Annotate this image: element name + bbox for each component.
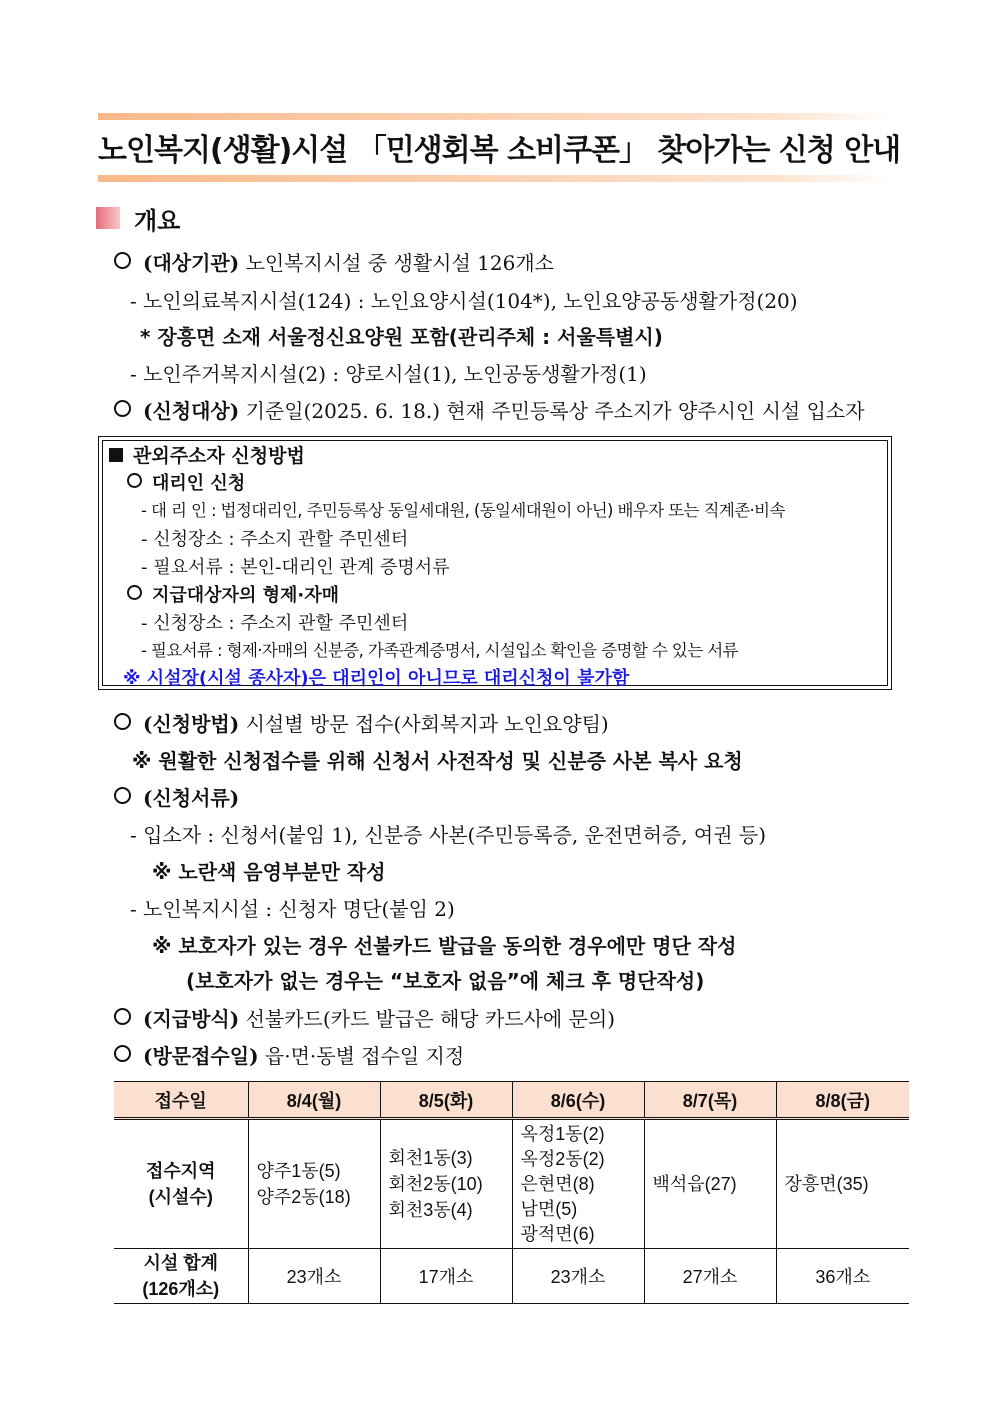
total-cell: 27개소 bbox=[644, 1249, 776, 1304]
sibling-title bbox=[127, 581, 339, 607]
circle-bullet-icon bbox=[114, 400, 131, 417]
docs-sub-2: - 노인복지시설 : 신청자 명단(붙임 2) bbox=[130, 897, 455, 921]
table-header-cell: 8/6(수) bbox=[512, 1082, 644, 1119]
circle-bullet-icon bbox=[114, 252, 131, 269]
target-app-line bbox=[114, 395, 865, 424]
area-item: 옥정2동(2) bbox=[520, 1148, 605, 1169]
area-cell bbox=[776, 1119, 909, 1249]
total-cell: 36개소 bbox=[776, 1249, 909, 1304]
row-label-line: 시설 합계 bbox=[143, 1253, 219, 1273]
table-row bbox=[114, 1119, 909, 1249]
sibling-line-1: - 신청장소 : 주소지 관할 주민센터 bbox=[141, 613, 409, 634]
proxy-title-text: 대리인 신청 bbox=[152, 473, 246, 494]
schedule-table bbox=[114, 1081, 909, 1304]
area-item: 양주1동(5) bbox=[256, 1161, 341, 1181]
circle-bullet-icon bbox=[114, 1045, 131, 1062]
page-title: 노인복지(생활)시설 「민생회복 소비쿠폰」 찾아가는 신청 안내 bbox=[98, 133, 901, 168]
area-item: 회천3동(4) bbox=[388, 1200, 473, 1220]
area-cell bbox=[380, 1119, 512, 1249]
total-cell: 23개소 bbox=[248, 1249, 380, 1304]
row-label-total bbox=[114, 1249, 248, 1304]
area-cell bbox=[248, 1119, 380, 1249]
circle-bullet-icon bbox=[114, 713, 131, 730]
docs-sub-1-note: ※ 노란색 음영부분만 작성 bbox=[152, 860, 386, 884]
docs-sub-2-note-1: ※ 보호자가 있는 경우 선불카드 발급을 동의한 경우에만 명단 작성 bbox=[152, 934, 737, 958]
area-item: 광적면(6) bbox=[520, 1223, 595, 1244]
docs-line bbox=[114, 782, 239, 811]
proxy-title bbox=[127, 469, 245, 495]
total-cell: 23개소 bbox=[512, 1249, 644, 1304]
row-label-line: 접수지역 bbox=[145, 1161, 216, 1181]
sibling-line-2: - 필요서류 : 형제·자매의 신분증, 가족관계증명서, 시설입소 확인을 증명할 수 있는 서류 bbox=[141, 641, 738, 660]
title-bar-bottom bbox=[98, 175, 893, 182]
table-header-cell: 8/7(목) bbox=[644, 1082, 776, 1119]
warning-note: ※ 시설장(시설 종사자)은 대리인이 아니므로 대리신청이 불가함 bbox=[123, 668, 630, 689]
visit-label: (방문접수일) bbox=[143, 1044, 259, 1068]
pay-line bbox=[114, 1003, 615, 1032]
circle-bullet-icon bbox=[114, 1008, 131, 1025]
box-heading bbox=[109, 441, 305, 468]
table-header-cell: 접수일 bbox=[114, 1082, 248, 1119]
visit-line bbox=[114, 1040, 464, 1069]
pay-text: 선불카드(카드 발급은 해당 카드사에 문의) bbox=[245, 1007, 616, 1031]
pay-label: (지급방식) bbox=[143, 1007, 240, 1031]
circle-bullet-icon bbox=[127, 473, 142, 488]
area-item: 회천2동(10) bbox=[388, 1174, 483, 1194]
area-item: 옥정1동(2) bbox=[520, 1123, 605, 1144]
docs-sub-1: - 입소자 : 신청서(붙임 1), 신분증 사본(주민등록증, 운전면허증, 여권 등) bbox=[130, 823, 767, 847]
title-bar-top bbox=[98, 113, 893, 120]
sub-line-1: - 노인의료복지시설(124) : 노인요양시설(104*), 노인요양공동생활가정(20) bbox=[130, 289, 798, 313]
table-header-cell: 8/8(금) bbox=[776, 1082, 909, 1119]
title-banner bbox=[98, 113, 901, 182]
row-label-line: (시설수) bbox=[148, 1187, 213, 1207]
method-note: ※ 원활한 신청접수를 위해 신청서 사전작성 및 신분증 사본 복사 요청 bbox=[132, 749, 743, 773]
section-marker-icon bbox=[96, 207, 120, 229]
proxy-line-3: - 필요서류 : 본인-대리인 관계 증명서류 bbox=[141, 557, 450, 578]
section-title: 개요 bbox=[134, 207, 181, 235]
row-label-line: (126개소) bbox=[142, 1279, 220, 1299]
total-cell: 17개소 bbox=[380, 1249, 512, 1304]
area-item: 남면(5) bbox=[520, 1198, 578, 1219]
sibling-title-text: 지급대상자의 형제·자매 bbox=[152, 585, 339, 606]
table-header-cell: 8/4(월) bbox=[248, 1082, 380, 1119]
circle-bullet-icon bbox=[127, 585, 142, 600]
sub-line-2: - 노인주거복지시설(2) : 양로시설(1), 노인공동생활가정(1) bbox=[130, 362, 647, 386]
area-item: 백석읍(27) bbox=[652, 1174, 737, 1194]
proxy-line-1: - 대 리 인 : 법정대리인, 주민등록상 동일세대원, (동일세대원이 아닌) 배우자 또는 직계존·비속 bbox=[141, 501, 785, 520]
method-label: (신청방법) bbox=[143, 712, 240, 736]
target-org-line bbox=[114, 247, 554, 276]
circle-bullet-icon bbox=[114, 787, 131, 804]
out-of-area-box bbox=[98, 436, 892, 690]
box-heading-text: 관외주소자 신청방법 bbox=[133, 445, 305, 467]
row-label-area bbox=[114, 1119, 248, 1249]
sub-line-1-note: * 장흥면 소재 서울정신요양원 포함(관리주체 : 서울특별시) bbox=[140, 325, 663, 349]
area-item: 은현면(8) bbox=[520, 1173, 595, 1194]
target-org-label: (대상기관) bbox=[143, 251, 240, 275]
method-text: 시설별 방문 접수(사회복지과 노인요양팀) bbox=[245, 712, 609, 736]
method-line bbox=[114, 708, 609, 737]
docs-sub-2-note-2: (보호자가 없는 경우는 “보호자 없음”에 체크 후 명단작성) bbox=[186, 969, 705, 993]
area-cell bbox=[644, 1119, 776, 1249]
docs-label: (신청서류) bbox=[143, 786, 240, 810]
target-app-text: 기준일(2025. 6. 18.) 현재 주민등록상 주소지가 양주시인 시설 입소자 bbox=[245, 399, 865, 423]
target-app-label: (신청대상) bbox=[143, 399, 240, 423]
table-header-cell: 8/5(화) bbox=[380, 1082, 512, 1119]
table-header-row bbox=[114, 1082, 909, 1119]
area-item: 양주2동(18) bbox=[256, 1187, 351, 1207]
area-cell bbox=[512, 1119, 644, 1249]
proxy-line-2: - 신청장소 : 주소지 관할 주민센터 bbox=[141, 529, 409, 550]
target-org-text: 노인복지시설 중 생활시설 126개소 bbox=[245, 251, 554, 275]
table-row bbox=[114, 1249, 909, 1304]
area-item: 회천1동(3) bbox=[388, 1148, 473, 1168]
visit-text: 읍·면·동별 접수일 지정 bbox=[264, 1044, 465, 1068]
square-bullet-icon bbox=[109, 448, 123, 462]
area-item: 장흥면(35) bbox=[784, 1174, 869, 1194]
